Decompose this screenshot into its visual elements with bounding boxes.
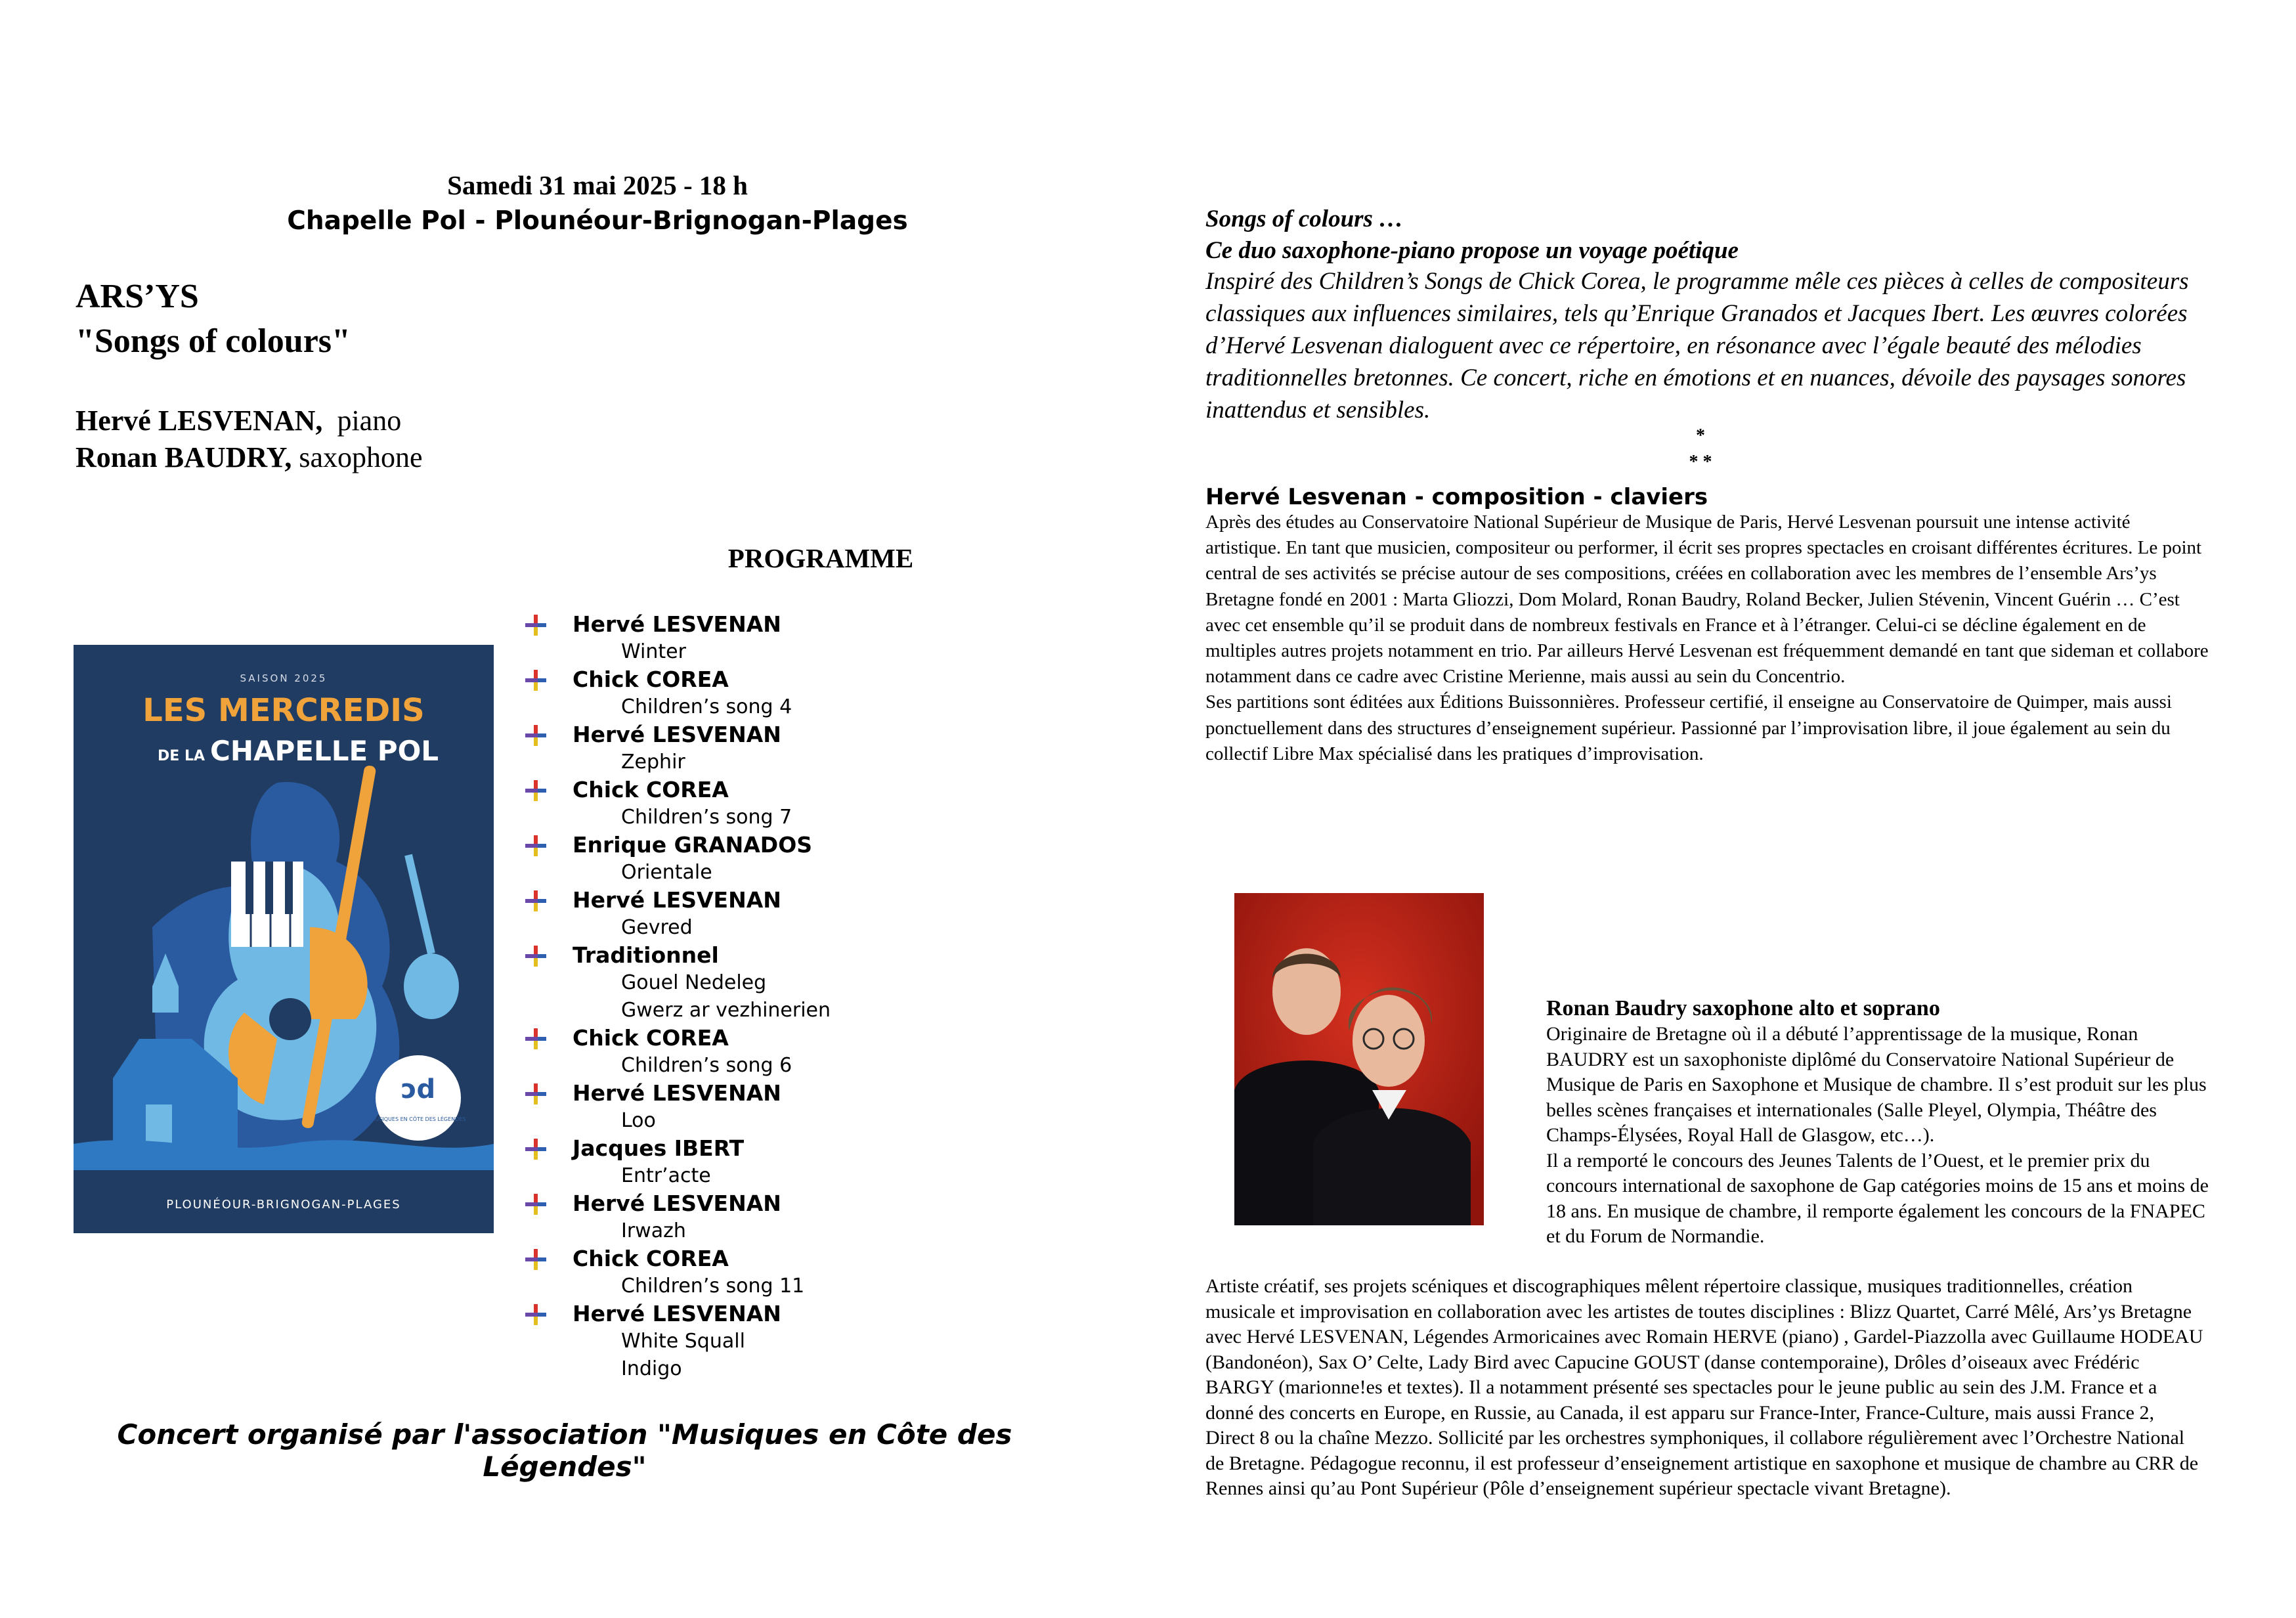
poster-logo-mark: ↄd [401, 1074, 436, 1104]
programme-item [525, 611, 1024, 666]
composer-name [525, 776, 1024, 804]
composer-label: Traditionnel [573, 942, 719, 968]
programme-heading: PROGRAMME [727, 543, 914, 573]
baudry-bio-paragraph: Originaire de Bretagne où il a débuté l’apprentissage de la musique, Ronan BAUDRY est un saxophoniste diplômé du Conservatoire National Supérieur de Musique de Paris en Saxophone et Musique de chambre. Il s’est produit sur les plus belles scènes françaises et internationales (Salle Pleyel, Olympia, Théâtre des Champs-Élysées, Royal Hall de Glasgow, etc…). [1546, 1023, 2207, 1146]
piece-title: Irwazh [621, 1219, 686, 1242]
programme-item [525, 1080, 1024, 1135]
piece-title: Winter [621, 640, 686, 663]
programme-item [525, 776, 1024, 831]
performer-role: saxophone [299, 441, 423, 473]
composer-label: Hervé LESVENAN [573, 722, 781, 747]
performer-saxophone [76, 440, 423, 475]
event-date: Samedi 31 mai 2025 - 18 h [447, 170, 748, 200]
composer-label: Hervé LESVENAN [573, 1080, 781, 1106]
separator-star: * [1696, 426, 1705, 446]
composer-name [525, 721, 1024, 749]
intro-subtitle: Ce duo saxophone-piano propose un voyage poétique [1205, 237, 1739, 264]
bullet-icon [525, 1304, 546, 1325]
programme-item [525, 1135, 1024, 1190]
bullet-icon [525, 1139, 546, 1160]
composer-label: Enrique GRANADOS [573, 832, 813, 858]
programme-item [525, 666, 1024, 721]
composer-name [525, 831, 1024, 859]
composer-name [525, 666, 1024, 693]
separator-stars: * * [1689, 452, 1712, 472]
lesvenan-bio-paragraph: Après des études au Conservatoire National Supérieur de Musique de Paris, Hervé Lesvenan poursuit une intense activité artistique. En tant que musicien, compositeur ou performer, il écrit ses propres spectacles en croisant différentes écritures. Le point central de ses activités se précise autour de ses compositions, créées en collaboration avec les membres de l’ensemble Ars’ys Bretagne fondé en 2001 : Marta Gliozzi, Dom Molard, Ronan Baudry, Roland Becker, Julien Stévenin, Vincent Guérin … C’est avec cet ensemble qu’il se produit dans de nombreux festivals en France et à l’étranger. Celui-ci se décline également en de multiples autres projets notamment en trio. Par ailleurs Hervé Lesvenan est fréquemment demandé en tant que sideman et collabore notamment dans ce cadre avec Cristine Merienne, mais aussi au sein du Concentrio. [1205, 512, 2209, 688]
bullet-icon [525, 890, 546, 911]
poster-title-line1: LES MERCREDIS [142, 692, 425, 729]
programme-item [525, 1024, 1024, 1080]
piece-title: Children’s song 6 [621, 1054, 792, 1077]
poster-season: SAISON 2025 [240, 672, 328, 684]
piece-title: Indigo [621, 1357, 682, 1380]
bullet-icon [525, 670, 546, 691]
ensemble-title: "Songs of colours" [76, 322, 351, 360]
composer-label: Chick COREA [573, 1025, 729, 1051]
piece-title: Loo [621, 1109, 656, 1132]
duo-photo [1234, 893, 1484, 1225]
performer-name: Ronan BAUDRY, [76, 441, 292, 473]
poster-title-prefix: DE LA [158, 748, 205, 764]
performer-role: piano [337, 404, 402, 437]
performer-piano [76, 403, 401, 439]
composer-label: Jacques IBERT [573, 1135, 745, 1161]
composer-label: Chick COREA [573, 777, 729, 802]
lesvenan-bio-heading: Hervé Lesvenan - composition - claviers [1205, 484, 1708, 510]
bullet-icon [525, 835, 546, 856]
bullet-icon [525, 1194, 546, 1215]
programme-list [525, 611, 1024, 1383]
intro-paragraph: Inspiré des Children’s Songs de Chick Corea, le programme mêle ces pièces à celles de compositeurs classiques aux influences similaires, tels qu’Enrique Granados et Jacques Ibert. Les œuvres colorées d’Hervé Lesvenan dialoguent avec ce répertoire, en résonance avec l’égale beauté des mélodies traditionnelles bretonnes. Ce concert, riche en émotions et en nuances, dévoile des paysages sonores inattendus et sensibles. [1205, 268, 2189, 424]
composer-name [525, 1135, 1024, 1162]
composer-label: Hervé LESVENAN [573, 887, 781, 913]
programme-item [525, 721, 1024, 776]
bullet-icon [525, 1083, 546, 1104]
poster-logo-text: MUSIQUES EN CÔTE DES LÉGENDES [370, 1116, 466, 1122]
bullet-icon [525, 946, 546, 967]
composer-label: Chick COREA [573, 667, 729, 692]
piece-title: Gwerz ar vezhinerien [621, 999, 831, 1022]
composer-name [525, 611, 1024, 638]
piece-title: Children’s song 7 [621, 806, 792, 829]
poster-title-line2: CHAPELLE POL [210, 735, 439, 767]
intro-title: Songs of colours … [1205, 206, 1404, 232]
piece-title: Gevred [621, 916, 693, 939]
bullet-icon [525, 780, 546, 801]
composer-name [525, 1245, 1024, 1273]
lesvenan-bio [1205, 510, 2210, 767]
piece-title: Children’s song 4 [621, 695, 792, 718]
baudry-bio-continued: Artiste créatif, ses projets scéniques et discographiques mêlent répertoire classique, musiques traditionnelles, création musicale et improvisation en collaboration avec les artistes de toutes disciplines : Blizz Quartet, Carré Mêlé, Ars’ys Bretagne avec Hervé LESVENAN, Légendes Armoricaines avec Romain HERVE (piano) , Gardel-Piazzolla avec Guillaume HODEAU (Bandonéon), Sax O’ Celte, Lady Bird avec Capucine GOUST (danse contemporaine), Drôles d’oiseaux avec Frédéric BARGY (marionne!es et textes). Il a notamment présenté ses spectacles pour le jeune public au sein des J.M. France et a donné des concerts en Europe, en Russie, au Canada, il est apparu sur France-Inter, France-Culture, mais aussi France 2, Direct 8 ou la chaîne Mezzo. Sollicité par les orchestres symphoniques, il collabore régulièrement avec l’Orchestre National de Bretagne. Pédagogue reconnu, il est professeur d’enseignement artistique en saxophone et musique de chambre au CRR de Rennes ainsi qu’au Pont Supérieur (Pôle d’enseignement supérieur spectacle vivant Bretagne). [1205, 1275, 2203, 1499]
bullet-icon [525, 1249, 546, 1270]
piece-title: Gouel Nedeleg [621, 971, 767, 994]
poster-illustration [74, 645, 494, 1233]
composer-label: Hervé LESVENAN [573, 1301, 781, 1326]
event-place: Chapelle Pol - Plounéour-Brignogan-Plages [287, 206, 908, 236]
ensemble-name: ARS’YS [76, 278, 199, 315]
composer-label: Hervé LESVENAN [573, 1191, 781, 1216]
poster-location: PLOUNÉOUR-BRIGNOGAN-PLAGES [166, 1198, 401, 1212]
composer-name [525, 1190, 1024, 1217]
baudry-bio-heading: Ronan Baudry saxophone alto et soprano [1546, 996, 1940, 1020]
programme-item [525, 1245, 1024, 1300]
piece-title: Orientale [621, 861, 712, 884]
organiser-note: Concert organisé par l'association "Musiques en Côte des Légendes" [117, 1418, 1012, 1483]
bullet-icon [525, 725, 546, 746]
composer-label: Hervé LESVENAN [573, 611, 781, 637]
programme-item [525, 1190, 1024, 1245]
piece-title: Children’s song 11 [621, 1275, 805, 1298]
piece-title: Zephir [621, 751, 685, 774]
composer-name [525, 942, 1024, 969]
programme-item [525, 1300, 1024, 1383]
programme-item [525, 886, 1024, 942]
baudry-bio [1546, 1022, 2216, 1250]
piece-title: White Squall [621, 1330, 745, 1353]
composer-name [525, 1080, 1024, 1107]
lesvenan-bio-paragraph: Ses partitions sont éditées aux Éditions Buissonnières. Professeur certifié, il enseigne au Conservatoire de Quimper, mais aussi ponctuellement dans des structures d’enseignement supérieur. Passionné par l’improvisation libre, il joue également au sein du collectif Libre Max spécialisé dans les pratiques d’improvisation. [1205, 691, 2172, 764]
composer-name [525, 1024, 1024, 1052]
performer-name: Hervé LESVENAN, [76, 404, 323, 437]
festival-poster [74, 645, 494, 1233]
composer-name [525, 886, 1024, 914]
composer-name [525, 1300, 1024, 1328]
programme-item [525, 942, 1024, 1024]
composer-label: Chick COREA [573, 1246, 729, 1271]
bullet-icon [525, 615, 546, 636]
piece-title: Entr’acte [621, 1164, 711, 1187]
baudry-bio-paragraph: Il a remporté le concours des Jeunes Talents de l’Ouest, et le premier prix du concours international de saxophone de Gap catégories moins de 15 ans et moins de 18 ans. En musique de chambre, il remporte également les concours de la FNAPEC et du Forum de Normandie. [1546, 1149, 2209, 1247]
programme-item [525, 831, 1024, 886]
bullet-icon [525, 1028, 546, 1049]
